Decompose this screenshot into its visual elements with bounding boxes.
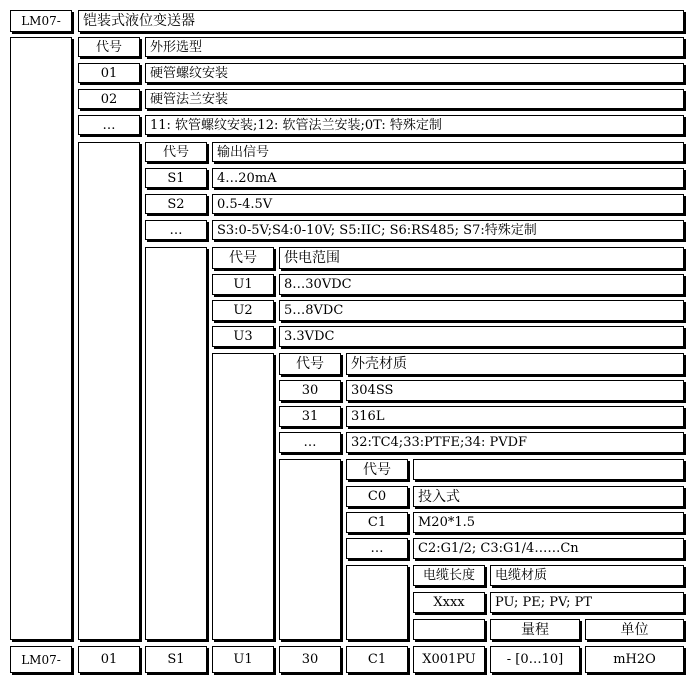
group2-code-header: 代号 bbox=[145, 142, 207, 162]
group3-label-u3: 3.3VDC bbox=[279, 326, 684, 347]
cable-length-value: Xxxx bbox=[413, 592, 485, 613]
group5-code-c1: C1 bbox=[346, 512, 408, 533]
range-header: 量程 bbox=[490, 619, 580, 640]
column-spacer-7 bbox=[413, 619, 485, 640]
group3-code-u1: U1 bbox=[212, 274, 274, 295]
example-connection-code: C1 bbox=[346, 646, 408, 673]
group3-label-header: 供电范围 bbox=[279, 247, 684, 269]
group5-code-c0: C0 bbox=[346, 486, 408, 507]
group2-code-more: … bbox=[145, 220, 207, 240]
column-spacer-1 bbox=[10, 37, 72, 640]
column-spacer-3 bbox=[145, 247, 207, 640]
group5-label-c1: M20*1.5 bbox=[413, 512, 684, 533]
group5-label-header bbox=[413, 459, 684, 480]
group4-label-30: 304SS bbox=[346, 380, 684, 401]
cable-material-header: 电缆材质 bbox=[490, 565, 684, 586]
group1-label-more: 11: 软管螺纹安装;12: 软管法兰安装;0T: 特殊定制 bbox=[145, 115, 684, 135]
group3-code-u3: U3 bbox=[212, 326, 274, 347]
group5-label-more: C2:G1/2; C3:G1/4……Cn bbox=[413, 538, 684, 559]
group1-label-01: 硬管螺纹安装 bbox=[145, 63, 684, 83]
group4-code-30: 30 bbox=[279, 380, 341, 401]
column-spacer-6 bbox=[346, 565, 408, 640]
group4-code-31: 31 bbox=[279, 406, 341, 427]
group1-code-02: 02 bbox=[78, 89, 140, 109]
example-range: - [0…10] bbox=[490, 646, 580, 673]
group2-label-s1: 4…20mA bbox=[212, 168, 684, 188]
group1-code-01: 01 bbox=[78, 63, 140, 83]
group2-label-header: 输出信号 bbox=[212, 142, 684, 162]
group1-label-02: 硬管法兰安装 bbox=[145, 89, 684, 109]
example-shape-code: 01 bbox=[78, 646, 140, 673]
unit-header: 单位 bbox=[585, 619, 684, 640]
cable-length-header: 电缆长度 bbox=[413, 565, 485, 586]
column-spacer-2 bbox=[78, 142, 140, 640]
example-model-prefix: LM07- bbox=[10, 646, 72, 673]
cable-material-values: PU; PE; PV; PT bbox=[490, 592, 684, 613]
group1-label-header: 外形选型 bbox=[145, 37, 684, 57]
example-cable-code: X001PU bbox=[413, 646, 485, 673]
example-unit: mH2O bbox=[585, 646, 684, 673]
column-spacer-5 bbox=[279, 459, 341, 640]
group3-code-u2: U2 bbox=[212, 300, 274, 321]
group2-code-s1: S1 bbox=[145, 168, 207, 188]
column-spacer-4 bbox=[212, 353, 274, 640]
group4-code-header: 代号 bbox=[279, 353, 341, 375]
example-output-code: S1 bbox=[145, 646, 207, 673]
model-prefix: LM07- bbox=[10, 10, 72, 32]
example-power-code: U1 bbox=[212, 646, 274, 673]
group5-code-more: … bbox=[346, 538, 408, 559]
group4-label-header: 外壳材质 bbox=[346, 353, 684, 375]
group4-code-more: … bbox=[279, 432, 341, 453]
group3-label-u2: 5…8VDC bbox=[279, 300, 684, 321]
group4-label-more: 32:TC4;33:PTFE;34: PVDF bbox=[346, 432, 684, 453]
group2-label-s2: 0.5-4.5V bbox=[212, 194, 684, 214]
group5-label-c0: 投入式 bbox=[413, 486, 684, 507]
example-housing-code: 30 bbox=[279, 646, 341, 673]
group3-code-header: 代号 bbox=[212, 247, 274, 269]
group2-code-s2: S2 bbox=[145, 194, 207, 214]
group4-label-31: 316L bbox=[346, 406, 684, 427]
group1-code-header: 代号 bbox=[78, 37, 140, 57]
group3-label-u1: 8…30VDC bbox=[279, 274, 684, 295]
group5-code-header: 代号 bbox=[346, 459, 408, 480]
group2-label-more: S3:0-5V;S4:0-10V; S5:IIC; S6:RS485; S7:特殊定制 bbox=[212, 220, 684, 240]
product-name: 铠装式液位变送器 bbox=[78, 10, 684, 32]
group1-code-more: … bbox=[78, 115, 140, 135]
